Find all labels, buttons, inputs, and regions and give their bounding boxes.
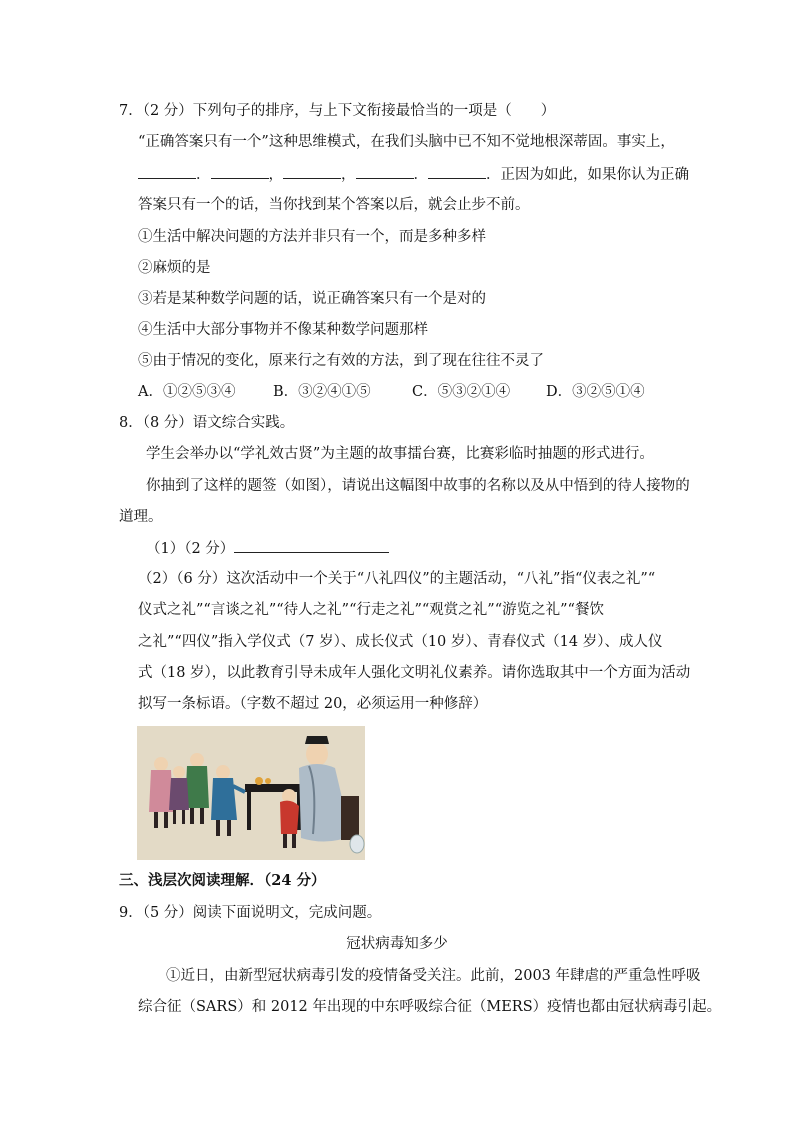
q7-passage-line2: [138, 164, 689, 185]
section3-heading: 三、浅层次阅读理解．（24 分）: [119, 872, 326, 889]
q7-option-a[interactable]: A．①②⑤③④: [138, 384, 236, 400]
story-illustration: [137, 726, 365, 860]
answer-blank[interactable]: [234, 538, 389, 553]
q8-stem: 8．（8 分）语文综合实践。: [119, 415, 295, 431]
q8-intro-line1: 学生会举办以“学礼效古贤”为主题的故事擂台赛，比赛彩临时抽题的形式进行。: [146, 446, 654, 462]
answer-blank[interactable]: [138, 164, 196, 179]
q9-article-title: 冠状病毒知多少: [346, 936, 448, 952]
q8-sub1: [146, 538, 389, 559]
separator: ，: [268, 167, 283, 183]
q7-item-1: ①生活中解决问题的方法并非只有一个，而是多种多样: [138, 229, 486, 245]
q7-option-b[interactable]: B．③②④①⑤: [273, 384, 371, 400]
separator: ，: [341, 167, 356, 183]
q8-sub2-line5: 拟写一条标语。（字数不超过 20，必须运用一种修辞）: [138, 696, 488, 712]
separator: ．: [196, 167, 211, 183]
q8-intro-line3: 道理。: [119, 509, 163, 525]
q8-sub2-line1: （2）（6 分）这次活动中一个关于“八礼四仪”的主题活动，“八礼”指“仪表之礼”“: [138, 571, 656, 587]
q8-intro-line2: 你抽到了这样的题签（如图），请说出这幅图中故事的名称以及从中悟到的待人接物的: [146, 478, 690, 494]
q8-sub2-line3: 之礼”“四仪”指入学仪式（7 岁）、成长仪式（10 岁）、青春仪式（14 岁）、成人仪: [138, 634, 663, 650]
answer-blank[interactable]: [428, 164, 486, 179]
q8-sub2-line4: 式（18 岁），以此教育引导未成年人强化文明礼仪素养。请你选取其中一个方面为活动: [138, 665, 691, 681]
q7-option-d[interactable]: D．③②⑤①④: [546, 384, 645, 400]
sub1-label: （1）（2 分）: [146, 541, 235, 557]
q7-item-3: ③若是某种数学问题的话，说正确答案只有一个是对的: [138, 291, 486, 307]
q7-item-5: ⑤由于情况的变化，原来行之有效的方法，到了现在往往不灵了: [138, 353, 544, 369]
q7-passage-line1: “正确答案只有一个”这种思维模式，在我们头脑中已不知不觉地根深蒂固。事实上，: [138, 134, 675, 150]
q7-item-4: ④生活中大部分事物并不像某种数学问题那样: [138, 322, 428, 338]
q9-paragraph1-line1: ①近日，由新型冠状病毒引发的疫情备受关注。此前，2003 年肆虐的严重急性呼吸: [166, 968, 701, 984]
q9-stem: 9．（5 分）阅读下面说明文，完成问题。: [119, 905, 382, 921]
answer-blank[interactable]: [211, 164, 269, 179]
q7-passage-line3: 答案只有一个的话，当你找到某个答案以后，就会止步不前。: [138, 197, 530, 213]
q9-paragraph1-line2: 综合征（SARS）和 2012 年出现的中东呼吸综合征（MERS）疫情也都由冠状病毒引起。: [138, 999, 722, 1015]
q7-stem: 7．（2 分）下列句子的排序，与上下文衔接最恰当的一项是（ ）: [119, 103, 556, 119]
answer-blank[interactable]: [356, 164, 414, 179]
q7-item-2: ②麻烦的是: [138, 260, 211, 276]
q8-sub2-line2: 仪式之礼”“言谈之礼”“待人之礼”“行走之礼”“观赏之礼”“游览之礼”“餐饮: [138, 602, 604, 618]
q7-option-c[interactable]: C．⑤③②①④: [412, 384, 511, 400]
passage-text: ．正因为如此，如果你认为正确: [486, 167, 689, 183]
answer-blank[interactable]: [283, 164, 341, 179]
separator: ．: [413, 167, 428, 183]
